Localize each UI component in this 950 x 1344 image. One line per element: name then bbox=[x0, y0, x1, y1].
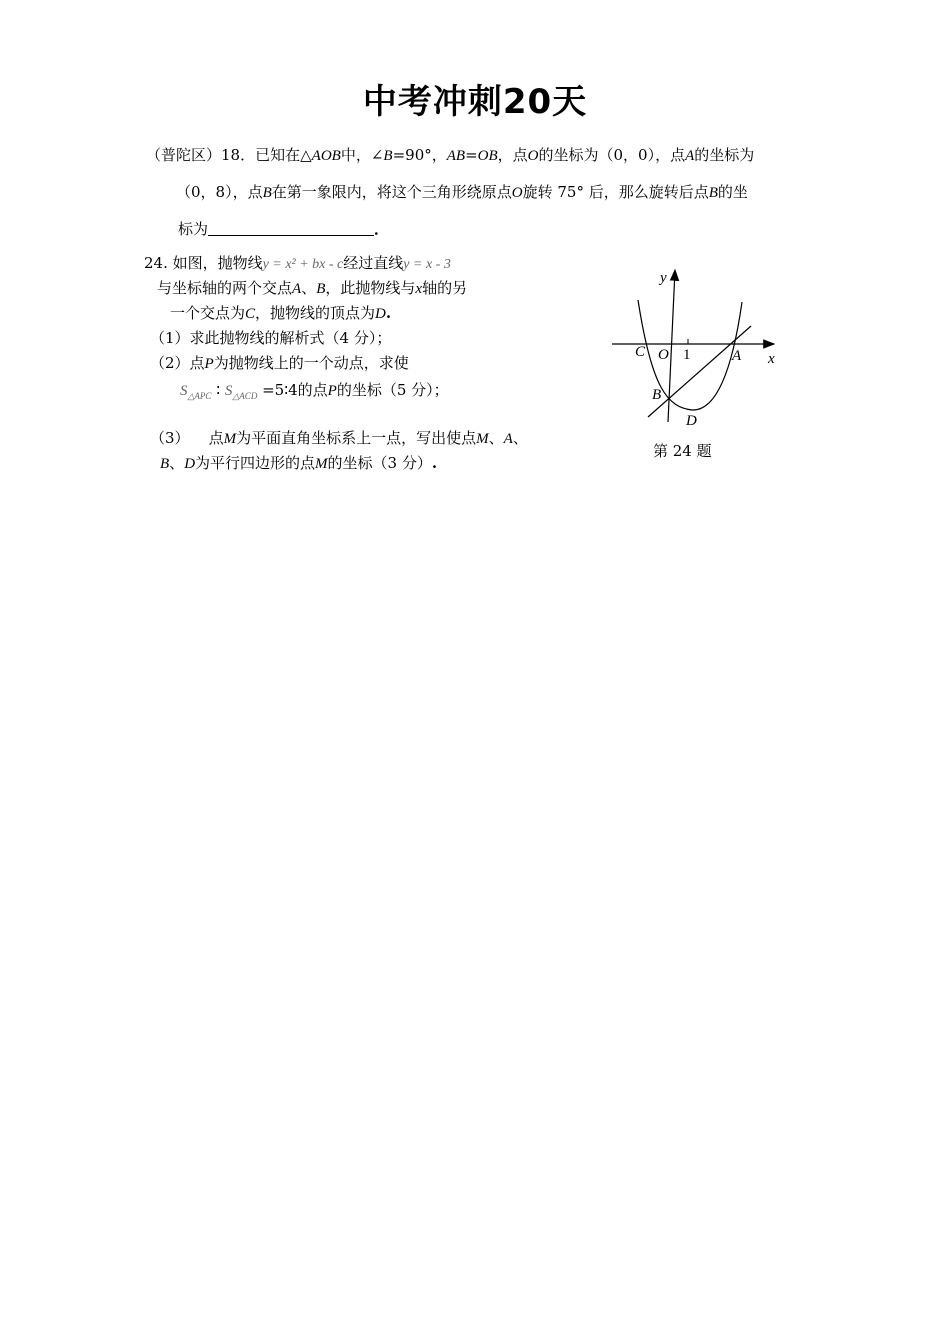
label-a: A bbox=[732, 348, 742, 364]
line-formula: y = x - 3 bbox=[403, 257, 451, 272]
q18-number: 18 bbox=[221, 146, 241, 164]
q18-line-3: 标为 ． bbox=[178, 220, 390, 238]
label-d: D bbox=[686, 413, 697, 429]
label-o: O bbox=[658, 347, 669, 363]
q24-part-1: （1）求此抛物线的解析式（4 分）； bbox=[150, 329, 392, 347]
q24-number: 24. bbox=[144, 254, 168, 272]
q24-part-2-ratio: $S_{\triangle APC}$ ∶ $S_{\triangle ACD}$ =5∶4的点P的坐标（5 分）； bbox=[180, 381, 449, 401]
answer-blank bbox=[208, 219, 374, 236]
q24-part-3: （3） 点M为平面直角坐标系上一点，写出使点M、A、 bbox=[150, 429, 528, 447]
q24-line-3: 一个交点为C，抛物线的顶点为D. bbox=[170, 304, 392, 322]
q24-line-1: 24. 如图，抛物线y = x² + bx - c经过直线y = x - 3 bbox=[144, 254, 451, 272]
label-y: y bbox=[660, 270, 667, 286]
q24-part-3-cont: B、D为平行四边形的点M的坐标（3 分）. bbox=[160, 454, 438, 472]
q24-part-2: （2）点P为抛物线上的一个动点，求使 bbox=[150, 354, 409, 372]
label-b: B bbox=[652, 387, 662, 403]
q24-line-2: 与坐标轴的两个交点A、B，此抛物线与x轴的另 bbox=[157, 279, 468, 297]
label-c: C bbox=[635, 344, 646, 360]
q18-line-1: （普陀区）18．已知在△AOB中，∠B=90°，AB=OB，点O的坐标为（0，0），点A的坐标为 bbox=[146, 146, 755, 164]
label-x: x bbox=[768, 351, 775, 367]
label-1: 1 bbox=[683, 347, 691, 363]
q18-source: （普陀区） bbox=[146, 146, 222, 164]
q18-line-2: （0，8），点B在第一象限内，将这个三角形绕原点O旋转 75° 后，那么旋转后点B的坐 bbox=[176, 183, 748, 201]
figure-caption: 第 24 题 bbox=[653, 442, 712, 460]
page-title: 中考冲刺20天 bbox=[362, 82, 588, 122]
parabola-formula: y = x² + bx - c bbox=[262, 257, 344, 272]
parabola-figure bbox=[610, 262, 790, 436]
